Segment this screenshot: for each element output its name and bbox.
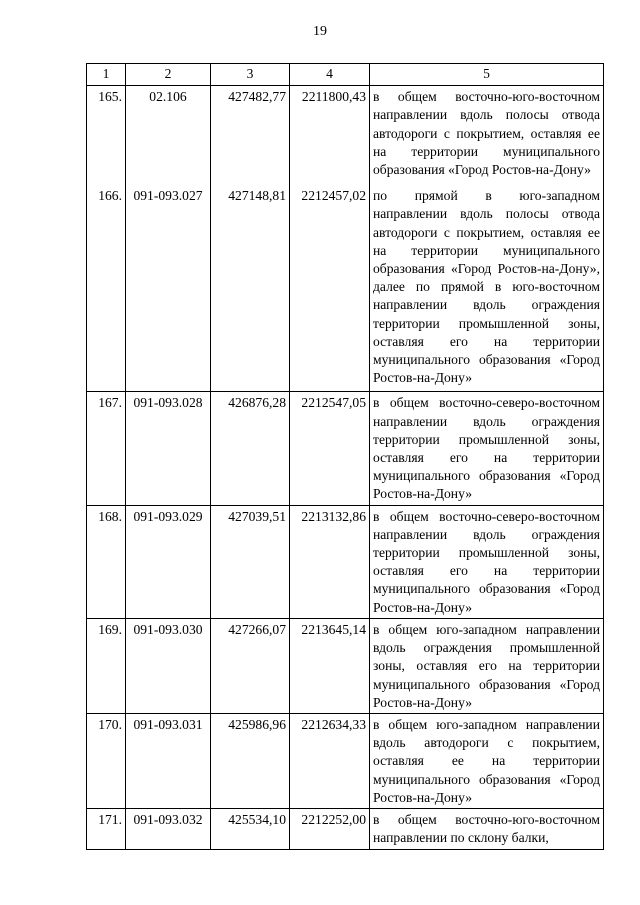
header-cell: 2 bbox=[126, 64, 211, 86]
row-number: 167. bbox=[87, 392, 126, 505]
coordinate-y: 2212634,33 bbox=[290, 713, 370, 808]
point-code: 091-093.029 bbox=[126, 505, 211, 618]
row-number: 170. bbox=[87, 713, 126, 808]
coordinate-y: 2213645,14 bbox=[290, 618, 370, 713]
point-code: 091-093.032 bbox=[126, 808, 211, 849]
row-number: 168. bbox=[87, 505, 126, 618]
page-number: 19 bbox=[313, 24, 327, 39]
coordinate-x: 425986,96 bbox=[211, 713, 290, 808]
coordinate-x: 427266,07 bbox=[211, 618, 290, 713]
point-code: 091-093.028 bbox=[126, 392, 211, 505]
point-code: 091-093.030 bbox=[126, 618, 211, 713]
boundary-description: по прямой в юго-западном направлении вдоль полосы отвода автодороги с покрытием, оставляя ее на территории муниципального образования «Город Ростов-на-Дону», далее по прямой в юго-восточном направлении вдоль ограждения территории промышленной зоны, оставляя его на территории муниципального образования «Город Ростов-на-Дону» bbox=[370, 185, 604, 392]
table-row bbox=[87, 713, 604, 808]
coordinate-x: 425534,10 bbox=[211, 808, 290, 849]
header-cell: 1 bbox=[87, 64, 126, 86]
table-row bbox=[87, 86, 604, 186]
header-cell: 5 bbox=[370, 64, 604, 86]
table-row bbox=[87, 618, 604, 713]
header-cell: 3 bbox=[211, 64, 290, 86]
coordinate-x: 427039,51 bbox=[211, 505, 290, 618]
coordinate-y: 2213132,86 bbox=[290, 505, 370, 618]
coordinate-y: 2212252,00 bbox=[290, 808, 370, 849]
boundary-points-table bbox=[86, 63, 604, 850]
table-row bbox=[87, 505, 604, 618]
table-row bbox=[87, 185, 604, 392]
point-code: 091-093.027 bbox=[126, 185, 211, 392]
coordinate-x: 427148,81 bbox=[211, 185, 290, 392]
coordinate-y: 2212457,02 bbox=[290, 185, 370, 392]
row-number: 166. bbox=[87, 185, 126, 392]
table-row bbox=[87, 808, 604, 849]
header-cell: 4 bbox=[290, 64, 370, 86]
coordinate-x: 426876,28 bbox=[211, 392, 290, 505]
row-number: 169. bbox=[87, 618, 126, 713]
coordinate-y: 2212547,05 bbox=[290, 392, 370, 505]
row-number: 171. bbox=[87, 808, 126, 849]
coordinate-y: 2211800,43 bbox=[290, 86, 370, 186]
point-code: 091-093.031 bbox=[126, 713, 211, 808]
boundary-description: в общем восточно-северо-восточном направлении вдоль ограждения территории промышленной зоны, оставляя его на территории муниципального образования «Город Ростов-на-Дону» bbox=[370, 505, 604, 618]
boundary-description: в общем восточно-юго-восточном направлении по склону балки, bbox=[370, 808, 604, 849]
coordinate-x: 427482,77 bbox=[211, 86, 290, 186]
boundary-description: в общем восточно-юго-восточном направлении вдоль полосы отвода автодороги с покрытием, оставляя ее на территории муниципального образования «Город Ростов-на-Дону» bbox=[370, 86, 604, 186]
boundary-description: в общем юго-западном направлении вдоль ограждения промышленной зоны, оставляя его на территории муниципального образования «Город Ростов-на-Дону» bbox=[370, 618, 604, 713]
point-code: 02.106 bbox=[126, 86, 211, 186]
boundary-description: в общем юго-западном направлении вдоль автодороги с покрытием, оставляя ее на территории муниципального образования «Город Ростов-на-Дону» bbox=[370, 713, 604, 808]
boundary-description: в общем восточно-северо-восточном направлении вдоль ограждения территории промышленной зоны, оставляя его на территории муниципального образования «Город Ростов-на-Дону» bbox=[370, 392, 604, 505]
row-number: 165. bbox=[87, 86, 126, 186]
table-header-row bbox=[87, 64, 604, 86]
table-row bbox=[87, 392, 604, 505]
